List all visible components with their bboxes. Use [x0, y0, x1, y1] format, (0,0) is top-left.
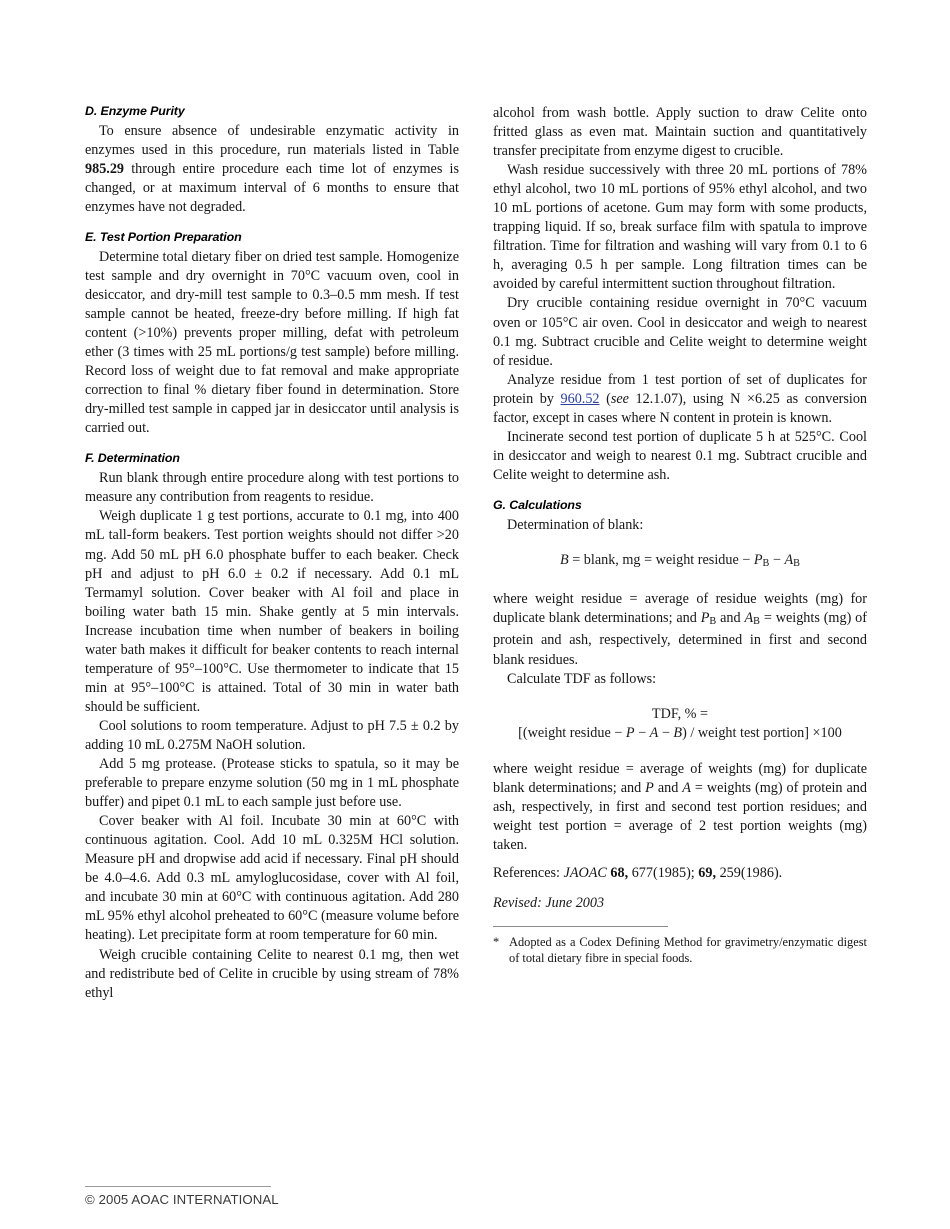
citation-2: 259(1986). [716, 864, 783, 881]
footnote-text: Adopted as a Codex Defining Method for gravimetry/enzymatic digest of total dietary fibre in special foods. [509, 935, 867, 966]
tdf-text-d: ) / weight test portion] ×100 [682, 724, 842, 741]
paragraph-references [493, 864, 867, 883]
tdf-var-P: P [625, 724, 635, 741]
var-A-subscript: B [793, 558, 800, 570]
paragraph-where-blank [493, 590, 867, 669]
right-column [493, 104, 867, 1003]
where-blank-part1: where weight residue = average of residue weights (mg) for duplicate blank determinations; and [493, 591, 867, 627]
tdf-var-B: B [673, 724, 683, 741]
var-AB-subscript: B [753, 616, 760, 628]
tdf-var-A: A [649, 724, 659, 741]
paragraph-where-tdf [493, 760, 867, 855]
paragraph-incinerate: Incinerate second test portion of duplicate 5 h at 525°C. Cool in desiccator and weigh to nearest 0.1 mg. Subtract crucible and Celite weight to determine ash. [493, 428, 867, 483]
analyze-text-before: Analyze residue from 1 test portion of set of duplicates for protein by [493, 371, 867, 407]
spacer-before-references [493, 855, 867, 864]
paragraph-analyze-residue [493, 371, 867, 428]
references-label: References: [493, 864, 564, 881]
var-AB: A [744, 610, 754, 627]
see-italic: see [610, 390, 629, 407]
section-heading-calculations: G. Calculations [493, 497, 582, 512]
var-A: A [784, 551, 794, 568]
tdf-text-c: − [658, 724, 674, 741]
paragraph-determination-6: Weigh crucible containing Celite to nearest 0.1 mg, then wet and redistribute bed of Celite in crucible by using stream of 78% ethyl [85, 946, 459, 1001]
paragraph-enzyme-purity: To ensure absence of undesirable enzymatic activity in enzymes used in this procedure, run materials listed in Table 985.29 through entire procedure each time lot of enzymes is changed, or at maximum interval of 6 months to ensure that enzymes have not degraded. [85, 122, 459, 216]
footnote-marker: * [493, 935, 500, 950]
equation-tdf-line2 [493, 724, 867, 743]
var-B: B [560, 551, 569, 568]
copyright-notice: © 2005 AOAC INTERNATIONAL [85, 1192, 279, 1207]
footnote [493, 934, 867, 966]
where-tdf-part2: and [653, 779, 683, 796]
section-heading-determination: F. Determination [85, 451, 180, 466]
section-heading-test-portion-preparation: E. Test Portion Preparation [85, 230, 242, 245]
table-number-reference: 985.29 [85, 160, 125, 177]
paragraph-determination-3: Cool solutions to room temperature. Adjust to pH 7.5 ± 0.2 by adding 10 mL 0.275M NaOH solution. [85, 717, 459, 753]
var-P-subscript: B [762, 558, 770, 570]
paragraph-determination-2: Weigh duplicate 1 g test portions, accurate to 0.1 mg, into 400 mL tall-form beakers. Test portion weights should not differ >20 mg. Add 50 mL pH 6.0 phosphate buffer to each beaker. Check pH and adjust to pH 6.0 ± 0.2 if necessary. Add 0.1 mL Termamyl solution. Cover beaker with Al foil and place in boiling water bath 15 min. Shake gently at 5 min intervals. Increase incubation time when number of beakers in boiling water bath makes it difficult for beaker contents to reach internal temperature of 95°–100°C. Use thermometer to indicate that 15 min at 95°–100°C is attained. Total of 30 min in water bath should be sufficient. [85, 508, 459, 715]
where-tdf-var-P: P [645, 779, 654, 796]
volume-68: 68, [606, 864, 629, 881]
where-tdf-part1: where weight residue = average of weights (mg) for duplicate blank determinations; and [493, 760, 867, 796]
var-PB-subscript: B [709, 616, 717, 628]
equation-blank-line [493, 551, 867, 573]
paragraph-test-portion-preparation: Determine total dietary fiber on dried test sample. Homogenize test sample and dry overnight in 70°C vacuum oven, cool in desiccator, and dry-mill test sample to 0.3–0.5 mm mesh. If test sample cannot be heated, freeze-dry before milling. If high fat content (>10%) prevents proper milling, defat with petroleum ether (3 times with 25 mL portions/g test sample) before milling. Record loss of weight due to fat removal and make appropriate correction to final % dietary fiber found in determination. Store dry-milled test sample in capped jar in desiccator until analysis is carried out. [85, 248, 459, 437]
page-footer [85, 1186, 465, 1207]
var-P: P [753, 551, 763, 568]
equation-blank-text-a: = blank, mg = weight residue − [568, 551, 754, 568]
where-tdf-part3: = weights (mg) of protein and ash, respectively, in first and second test portion residues; and weight test portion = average of 2 test portion weights (mg) taken. [493, 779, 867, 853]
section-heading-enzyme-purity: D. Enzyme Purity [85, 104, 185, 118]
paragraph-determination-4: Add 5 mg protease. (Protease sticks to spatula, so it may be preferable to prepare enzyme solution (50 mg in 1 mL phosphate buffer) and pipet 0.1 mL to each sample just before use. [85, 756, 459, 811]
where-blank-part2: and [716, 610, 745, 627]
volume-69: 69, [698, 864, 717, 881]
paragraph-continued-alcohol: alcohol from wash bottle. Apply suction to draw Celite onto fritted glass as even mat. Maintain suction and quantitatively transfer precipitate from enzyme digest to crucible. [493, 105, 867, 160]
revised-date: Revised: June 2003 [493, 894, 605, 911]
tdf-text-a: [(weight residue − [518, 724, 626, 741]
where-tdf-var-A: A [682, 779, 691, 796]
tdf-text-b: − [634, 724, 650, 741]
paragraph-determination-1: Run blank through entire procedure along with test portions to measure any contribution from reagents to residue. [85, 470, 459, 506]
equation-blank-text-b: − [769, 551, 785, 568]
journal-name: JAOAC [563, 864, 607, 881]
analyze-text-after: 12.1.07), using N ×6.25 as conversion factor, except in cases where N content in protein is known. [493, 390, 868, 426]
paragraph-determination-of-blank: Determination of blank: [507, 516, 644, 533]
equation-tdf-line1: TDF, % = [651, 705, 709, 722]
paragraph-dry-crucible: Dry crucible containing residue overnight in 70°C vacuum oven or 105°C air oven. Cool in desiccator and weigh to nearest 0.1 mg. Subtract crucible and Celite weight to determine weight of residue. [493, 295, 867, 369]
paragraph-calculate-tdf: Calculate TDF as follows: [507, 670, 657, 687]
var-PB: P [700, 610, 710, 627]
citation-1: 677(1985); [628, 864, 699, 881]
equation-blank [493, 551, 867, 573]
footer-separator-rule [85, 1186, 271, 1187]
where-blank-part3: = weights (mg) of protein and ash, respectively, determined in first and second blank residues. [493, 610, 867, 668]
analyze-text-paren: ( [599, 390, 611, 407]
paragraph-wash-residue: Wash residue successively with three 20 mL portions of 78% ethyl alcohol, two 10 mL portions of 95% ethyl alcohol, and two 10 mL portions of acetone. Gum may form with some products, trapping liquid. If so, break surface film with spatula to improve filtration. Time for filtration and washing will vary from 0.1 to 6 h, averaging 0.5 h per sample. Long filtration times can be avoided by careful intermittent suction throughout filtration. [493, 162, 867, 293]
equation-tdf [493, 705, 867, 743]
method-960-52-link[interactable]: 960.52 [560, 390, 600, 407]
paragraph-determination-5: Cover beaker with Al foil. Incubate 30 min at 60°C with continuous agitation. Cool. Add 10 mL 0.325M HCl solution. Measure pH and dropwise add acid if necessary. Final pH should be 4.0–4.6. Add 0.3 mL amyloglucosidase, cover with Al foil, and incubate 30 min at 60°C with continuous agitation. Add 280 mL 95% ethyl alcohol preheated to 60°C (measure volume before heating). Let precipitate form at room temperature for 60 min. [85, 813, 459, 944]
footnote-separator-rule [493, 926, 668, 927]
two-column-layout [85, 104, 867, 1003]
left-column [85, 104, 459, 1003]
